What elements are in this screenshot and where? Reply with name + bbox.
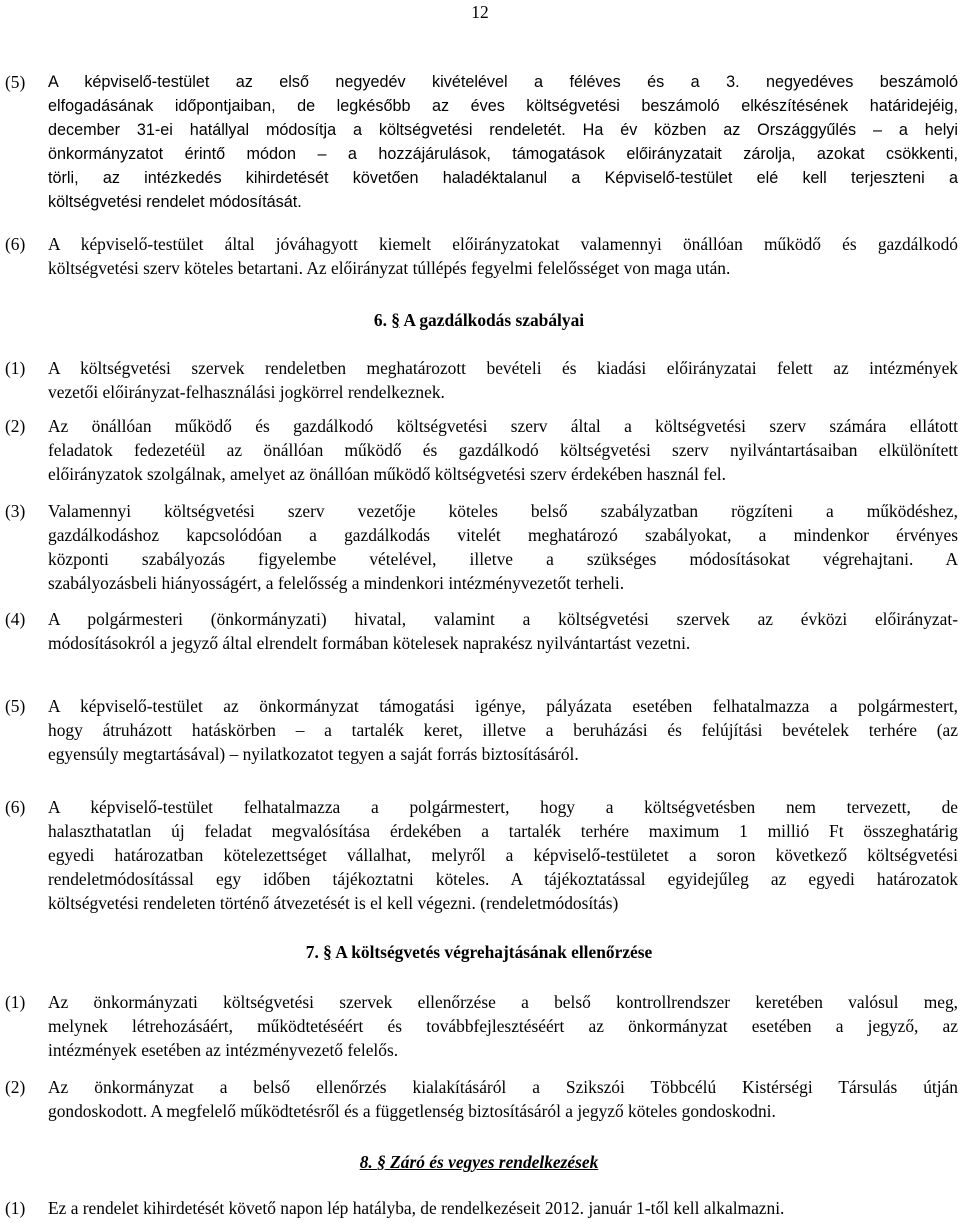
paragraph-5-budget-amendment: [0, 70, 958, 214]
paragraph-line: költségvetési szerv köteles betartani. Az előirányzat túllépés fegyelmi felelősséget von maga után.: [48, 258, 731, 278]
paragraph-6-appropriations: [0, 232, 958, 280]
paragraph-4-records: [0, 607, 958, 655]
paragraph-number: (6): [5, 797, 26, 817]
paragraph-line: rendeletmódosítással egy időben tájékoztatni köteles. A tájékoztatással egyidejűleg az egyedi határozatok: [48, 869, 958, 889]
paragraph-line: intézmények esetében az intézményvezető felelős.: [48, 1040, 399, 1060]
paragraph-line: előirányzatok szolgálnak, amelyet az önállóan működő költségvetési szerv érdekében használ fel.: [48, 464, 726, 484]
paragraph-number: (2): [5, 1077, 26, 1097]
paragraph-line: A képviselő-testület által jóváhagyott kiemelt előirányzatokat valamennyi önállóan működő és gazdálkodó: [48, 234, 958, 254]
paragraph-number: (5): [5, 72, 26, 92]
paragraph-number: (3): [5, 501, 26, 521]
paragraph-number: (1): [5, 992, 26, 1012]
paragraph-number: (1): [5, 1198, 26, 1218]
paragraph-line: A polgármesteri (önkormányzati) hivatal, valamint a költségvetési szervek az évközi előirányzat-: [48, 609, 958, 629]
heading-number: 6.: [373, 310, 387, 330]
paragraph-line: feladatok fedezetéül az önállóan működő és gazdálkodó költségvetési szerv nyilvántartásaiban elkülönített: [48, 440, 958, 460]
paragraph-1-control-system: [0, 990, 958, 1062]
paragraph-line: Valamennyi költségvetési szerv vezetője köteles belső szabályzatban rögzíteni a működéshez,: [48, 501, 958, 521]
paragraph-line: december 31-ei hatállyal módosítja a költségvetési rendeletét. Ha év közben az Országgyűlés – a helyi: [48, 121, 958, 139]
paragraph-3-internal-rules: [0, 499, 958, 595]
paragraph-line: gondoskodott. A megfelelő működtetésről és a függetlenség biztosításáról a jegyző köteles gondoskodni.: [48, 1101, 776, 1121]
paragraph-line: A képviselő-testület az első negyedév kivételével a féléves és a 3. negyedéves beszámoló: [48, 73, 958, 91]
paragraph-line: A képviselő-testület az önkormányzat támogatási igénye, pályázata esetében felhatalmazza a polgármestert,: [48, 696, 958, 716]
paragraph-1-authority: [0, 356, 958, 404]
paragraph-line: Az önkormányzati költségvetési szervek ellenőrzése a belső kontrollrendszer keretében valósul meg,: [48, 992, 958, 1012]
heading-number: 7.: [305, 942, 319, 962]
paragraph-line: szabályozásbeli hiányosságért, a felelősség a mindenkori intézményvezetőt terheli.: [48, 573, 625, 593]
paragraph-6-reserve: [0, 795, 958, 915]
page-number: 12: [471, 2, 489, 22]
paragraph-number: (2): [5, 416, 26, 436]
paragraph-line: A költségvetési szervek rendeletben meghatározott bevételi és kiadási előirányzatai felett az intézmények: [48, 358, 958, 378]
paragraph-line: halaszthatatlan új feladat megvalósítása érdekében a tartalék terhére maximum 1 millió Ft összeghatárig: [48, 821, 958, 841]
paragraph-line: központi szabályozás figyelembe vételével, illetve a szükséges módosításokat végrehajtani. A: [48, 549, 958, 569]
paragraph-line: egyensúly megtartásával) – nyilatkozatot tegyen a saját forrás biztosításáról.: [48, 744, 579, 764]
paragraph-number: (4): [5, 609, 26, 629]
paragraph-line: gazdálkodáshoz kapcsolódóan a gazdálkodás vitelét meghatározó szabályokat, a mindenkor érvényes: [48, 525, 958, 545]
heading-title: A költségvetés végrehajtásának ellenőrzése: [335, 942, 653, 962]
paragraph-number: (6): [5, 234, 26, 254]
paragraph-line: hogy átruházott hatáskörben – a tartalék keret, illetve a beruházási és felújítási bevételek terhére (az: [48, 720, 958, 740]
paragraph-2-funding: [0, 414, 958, 486]
paragraph-number: (5): [5, 696, 26, 716]
paragraph-line: önkormányzatot érintő módon – a hozzájárulások, támogatások előirányzatait zárolja, azokat csökkenti,: [48, 145, 958, 163]
heading-title: Záró és vegyes rendelkezések: [390, 1152, 599, 1172]
paragraph-line: törli, az intézkedés kihirdetését követően haladéktalanul a Képviselő-testület elé kell terjeszteni a: [48, 169, 958, 187]
section-mark: §: [391, 310, 400, 330]
section-heading-8: [0, 1150, 958, 1174]
paragraph-line: egyedi határozatban kötelezettséget vállalhat, melyről a képviselő-testületet a soron következő költségvetési: [48, 845, 958, 865]
section-heading-7: [0, 940, 958, 964]
section-heading-6: [0, 308, 958, 332]
paragraph-number: (1): [5, 358, 26, 378]
paragraph-line: Ez a rendelet kihirdetését követő napon lép hatályba, de rendelkezéseit 2012. január 1-től kell alkalmazni.: [48, 1198, 785, 1218]
paragraph-line: vezetői előirányzat-felhasználási jogkörrel rendelkeznek.: [48, 382, 445, 402]
section-mark: §: [377, 1152, 386, 1172]
paragraph-line: elfogadásának időpontjaiban, de legkésőbb az éves költségvetési beszámoló elkészítésének határidejéig,: [48, 97, 958, 115]
paragraph-line: Az önállóan működő és gazdálkodó költségvetési szerv által a költségvetési szerv számára ellátott: [48, 416, 958, 436]
paragraph-5-grants: [0, 694, 958, 766]
paragraph-line: módosításokról a jegyző által elrendelt formában kötelesek naprakész nyilvántartást vezetni.: [48, 633, 691, 653]
section-mark: §: [323, 942, 332, 962]
heading-title: A gazdálkodás szabályai: [403, 310, 585, 330]
paragraph-2-internal-audit: [0, 1075, 958, 1123]
paragraph-line: Az önkormányzat a belső ellenőrzés kialakításáról a Szikszói Többcélú Kistérségi Társulás útján: [48, 1077, 958, 1097]
paragraph-line: költségvetési rendelet módosítását.: [48, 193, 302, 211]
paragraph-line: A képviselő-testület felhatalmazza a polgármestert, hogy a költségvetésben nem tervezett, de: [48, 797, 958, 817]
paragraph-1-entry-into-force: [0, 1196, 958, 1220]
paragraph-line: melynek létrehozásáért, működtetéséért és továbbfejlesztéséért az önkormányzat esetében a jegyző, az: [48, 1016, 958, 1036]
paragraph-line: költségvetési rendeleten történő átvezetését is el kell végezni. (rendeletmódosítás): [48, 893, 619, 913]
heading-number: 8.: [359, 1152, 373, 1172]
